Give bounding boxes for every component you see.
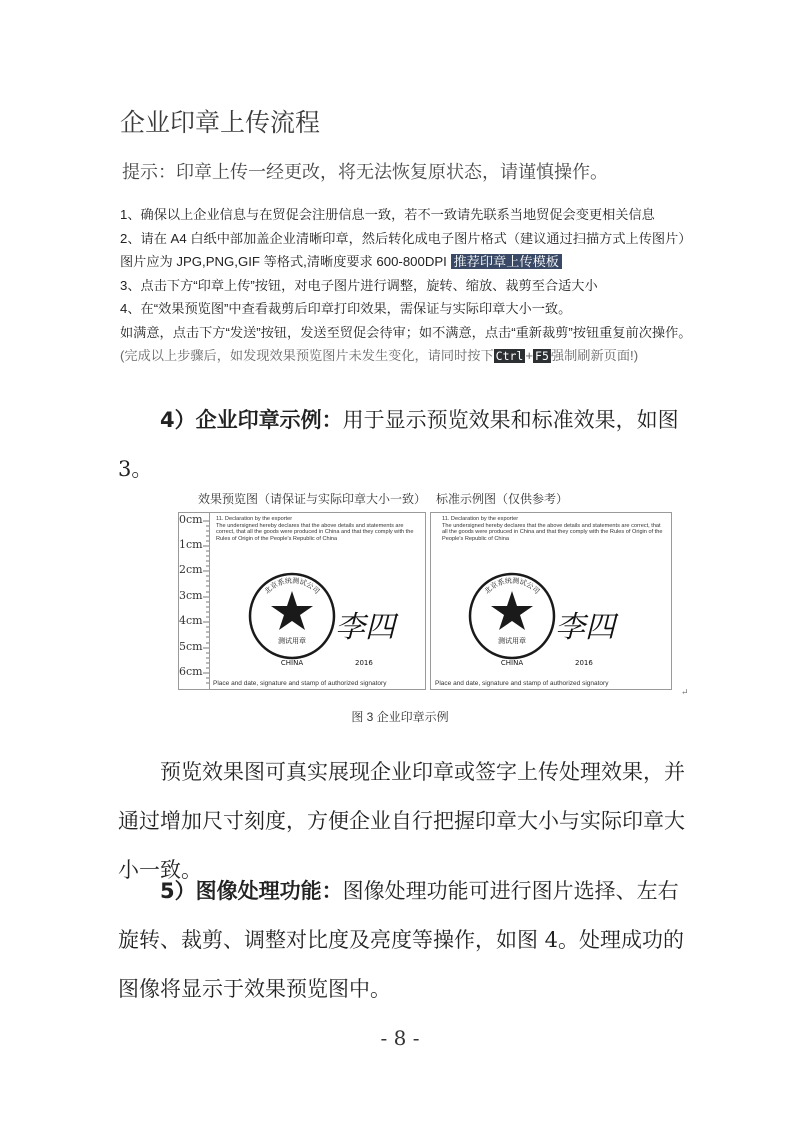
- step-1: 1、确保以上企业信息与在贸促会注册信息一致，若不一致请先联系当地贸促会变更相关信息: [120, 207, 655, 222]
- seal-bottom-text: CHINA: [500, 659, 524, 667]
- template-link[interactable]: 推荐印章上传模板: [451, 254, 563, 269]
- seal-bottom-text: CHINA: [280, 659, 304, 667]
- ruler-label: 0cm: [179, 513, 203, 526]
- example-heading: 4）企业印章示例：: [160, 408, 343, 432]
- seal-year: 2016: [575, 659, 593, 667]
- ruler-label: 2cm: [179, 563, 203, 576]
- seal-example-figure: [178, 512, 672, 688]
- preview-caption: 效果预览图（请保证与实际印章大小一致）: [198, 492, 427, 506]
- figure-caption: 图 3 企业印章示例: [351, 710, 449, 724]
- signature: 李四: [555, 610, 615, 645]
- panel-footer: Place and date, signature and stamp of authorized signatory: [213, 680, 387, 687]
- page-title: 企业印章上传流程: [120, 108, 321, 137]
- step-2-text: 2、请在 A4 白纸中部加盖企业清晰印章，然后转化成电子图片格式（建议通过扫描方式上传图片）图片应为 JPG,PNG,GIF 等格式,清晰度要求 600-800DPI: [120, 230, 692, 269]
- step-3: 3、点击下方“印章上传”按钮，对电子图片进行调整，旋转、缩放、裁剪至合适大小: [120, 277, 598, 293]
- note-suffix: 强制刷新页面!): [550, 348, 639, 363]
- ctrl-key: Ctrl: [495, 349, 524, 363]
- processing-text: 图像处理功能可进行图片选择、左右旋转、裁剪、调整对比度及亮度等操作，如图 4。处理成功的图像将显示于效果预览图中。: [118, 879, 685, 1001]
- example-paragraph: [118, 396, 690, 494]
- ruler-label: 1cm: [179, 538, 203, 551]
- signature: 李四: [335, 610, 395, 645]
- star-icon: [491, 591, 533, 630]
- seal-arc-text: 北京系统测试公司: [263, 576, 321, 596]
- page-number: - 8 -: [380, 1026, 420, 1050]
- ruler-label: 3cm: [179, 589, 203, 602]
- ruler-ticks: [179, 513, 209, 689]
- refresh-note: [120, 344, 695, 369]
- declaration-title: 11. Declaration by the exporter: [442, 516, 519, 522]
- standard-panel: [430, 512, 672, 690]
- declaration-title: 11. Declaration by the exporter: [216, 516, 293, 522]
- step-5: 如满意，点击下方“发送”按钮，发送至贸促会待审；如不满意，点击“重新裁剪”按钮重复前次操作。: [120, 324, 692, 340]
- ruler-label: 4cm: [179, 614, 203, 627]
- declaration-body: The undersigned hereby declares that the above details and statements are correct, that all the goods were produced in China and that they comply with the Rules of Origin of the People's Republic of China: [216, 522, 414, 542]
- plus-sign: +: [525, 348, 534, 363]
- star-icon: [271, 591, 313, 630]
- example-text: 用于显示预览效果和标准效果，如图 3。: [118, 408, 679, 481]
- step-4: 4、在“效果预览图”中查看裁剪后印章打印效果，需保证与实际印章大小一致。: [120, 301, 572, 316]
- standard-caption: 标准示例图（仅供参考）: [436, 492, 569, 506]
- note-prefix: (完成以上步骤后，如发现效果预览图片未发生变化，请同时按下: [120, 348, 494, 363]
- ruler-label: 5cm: [179, 640, 203, 653]
- warning-hint: 提示：印章上传一经更改，将无法恢复原状态，请谨慎操作。: [122, 162, 608, 183]
- cm-ruler: [179, 513, 210, 689]
- seal-center-text: 测试用章: [498, 637, 526, 645]
- image-processing-paragraph: [118, 867, 690, 1014]
- step-2: [120, 227, 695, 274]
- declaration-block: [211, 513, 426, 545]
- seal-year: 2016: [355, 659, 373, 667]
- preview-panel: [178, 512, 426, 690]
- seal-center-text: 测试用章: [278, 637, 306, 645]
- seal-arc-text: 北京系统测试公司: [483, 576, 541, 596]
- upload-steps: [120, 203, 695, 369]
- seal-stamp: [237, 561, 407, 671]
- seal-stamp: [457, 561, 637, 671]
- f5-key: F5: [535, 349, 549, 363]
- return-mark-icon: ↵: [681, 688, 689, 698]
- ruler-label: 6cm: [179, 665, 203, 678]
- processing-heading: 5）图像处理功能：: [160, 879, 343, 903]
- preview-paragraph: 预览效果图可真实展现企业印章或签字上传处理效果，并通过增加尺寸刻度，方便企业自行把握印章大小与实际印章大小一致。: [118, 760, 685, 882]
- declaration-block: [437, 513, 672, 545]
- panel-footer: Place and date, signature and stamp of authorized signatory: [435, 680, 609, 687]
- declaration-body: The undersigned hereby declares that the above details and statements are correct, that all the goods were produced in China and that they comply with the Rules of Origin of the People's Republic of China: [442, 522, 663, 542]
